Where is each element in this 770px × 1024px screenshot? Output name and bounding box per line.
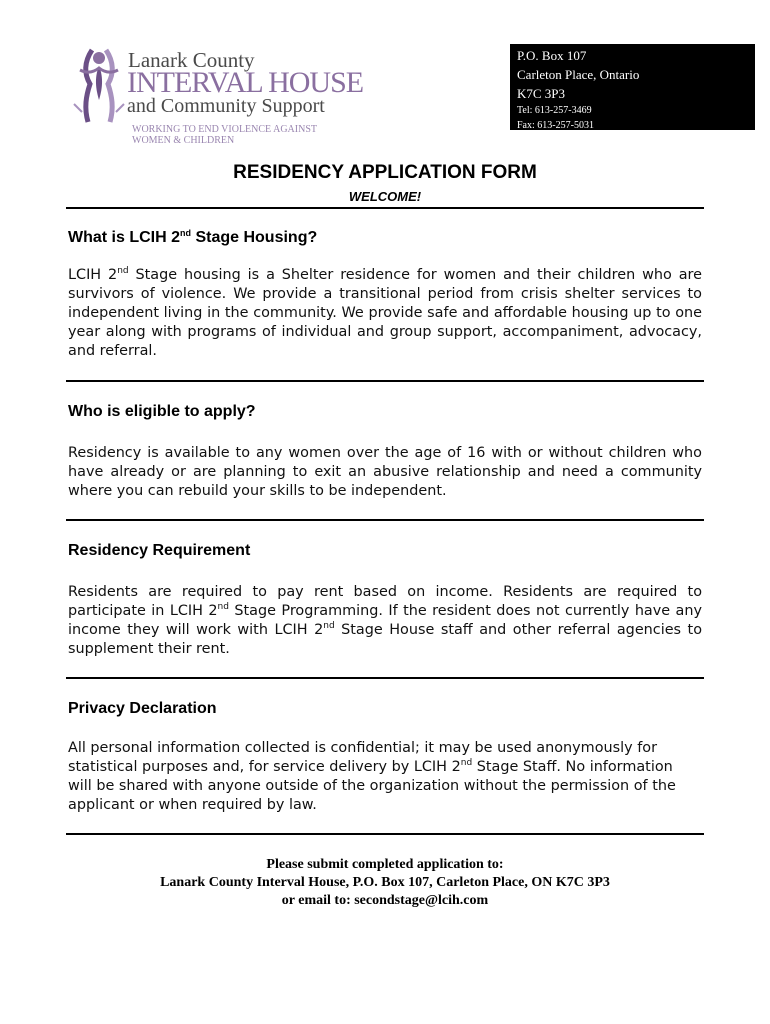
body-text: Stage House staff and other referral agencies to supplement their rent. bbox=[68, 622, 702, 657]
logo-tagline bbox=[132, 124, 342, 146]
divider bbox=[66, 677, 704, 679]
address-city: Carleton Place, Ontario bbox=[517, 67, 640, 82]
submit-email: or email to: secondstage@lcih.com bbox=[281, 893, 489, 908]
address-fax: Fax: 613-257-5031 bbox=[517, 120, 594, 131]
body-text: Stage Programming. If the resident does not currently have any income they will work with LCIH 2 bbox=[68, 603, 702, 638]
section-heading-residency-requirement: Residency Requirement bbox=[68, 542, 251, 559]
address-po-box: P.O. Box 107 bbox=[517, 48, 587, 63]
submit-address: Lanark County Interval House, P.O. Box 107, Carleton Place, ON K7C 3P3 bbox=[160, 875, 610, 890]
section-heading-what-is bbox=[68, 229, 317, 247]
section-body-residency-requirement bbox=[68, 583, 702, 659]
section-heading-privacy: Privacy Declaration bbox=[68, 700, 217, 717]
logo-line-3: and Community Support bbox=[127, 95, 325, 117]
divider bbox=[66, 519, 704, 521]
address-box bbox=[510, 44, 755, 130]
body-text: LCIH 2 bbox=[68, 267, 118, 283]
logo-line-2: INTERVAL HOUSE bbox=[127, 66, 364, 99]
heading-text: What is LCIH 2 bbox=[68, 229, 181, 246]
submission-instructions bbox=[0, 856, 770, 910]
welcome-subtitle: WELCOME! bbox=[348, 189, 422, 204]
body-text: Stage Staff. No information will be shared with anyone outside of the organization without the permission of the applicant or when required by law. bbox=[68, 759, 676, 813]
address-postal-code: K7C 3P3 bbox=[517, 86, 566, 101]
body-superscript: nd bbox=[323, 621, 335, 631]
submit-line-1: Please submit completed application to: bbox=[266, 857, 504, 872]
form-title: RESIDENCY APPLICATION FORM bbox=[233, 162, 537, 183]
divider bbox=[66, 207, 704, 209]
body-text: Residents are required to pay rent based on income. Residents are required to participate in LCIH 2 bbox=[68, 584, 702, 619]
body-superscript: nd bbox=[217, 602, 229, 612]
section-body-eligibility: Residency is available to any women over the age of 16 with or without children who have already or are planning to exit an abusive relationship and need a community where you can rebuild your skills to be independent. bbox=[68, 445, 702, 499]
logo-tagline-1: WORKING TO END VIOLENCE AGAINST bbox=[132, 124, 317, 135]
organization-logo bbox=[70, 44, 364, 148]
divider bbox=[66, 833, 704, 835]
divider bbox=[66, 380, 704, 382]
body-text: Stage housing is a Shelter residence for women and their children who are survivors of violence. We provide a transitional period from crisis shelter services to independent living in the community. We provide safe and affordable housing up to one year along with programs of individual and group support, accompaniment, advocacy, and referral. bbox=[68, 267, 702, 359]
heading-text: Stage Housing? bbox=[191, 229, 318, 246]
section-heading-eligibility: Who is eligible to apply? bbox=[68, 403, 256, 420]
heading-superscript: nd bbox=[180, 228, 192, 238]
body-text: All personal information collected is confidential; it may be used anonymously for statistical purposes and, for service delivery by LCIH 2 bbox=[68, 740, 657, 775]
address-tel: Tel: 613-257-3469 bbox=[517, 105, 592, 116]
section-body-privacy bbox=[68, 739, 698, 815]
body-superscript: nd bbox=[460, 758, 473, 768]
body-superscript: nd bbox=[117, 266, 129, 276]
women-figures-logo-icon bbox=[70, 44, 128, 124]
section-body-what-is bbox=[68, 266, 702, 361]
logo-line-1: Lanark County bbox=[128, 48, 255, 72]
logo-tagline-2: WOMEN & CHILDREN bbox=[132, 135, 235, 146]
